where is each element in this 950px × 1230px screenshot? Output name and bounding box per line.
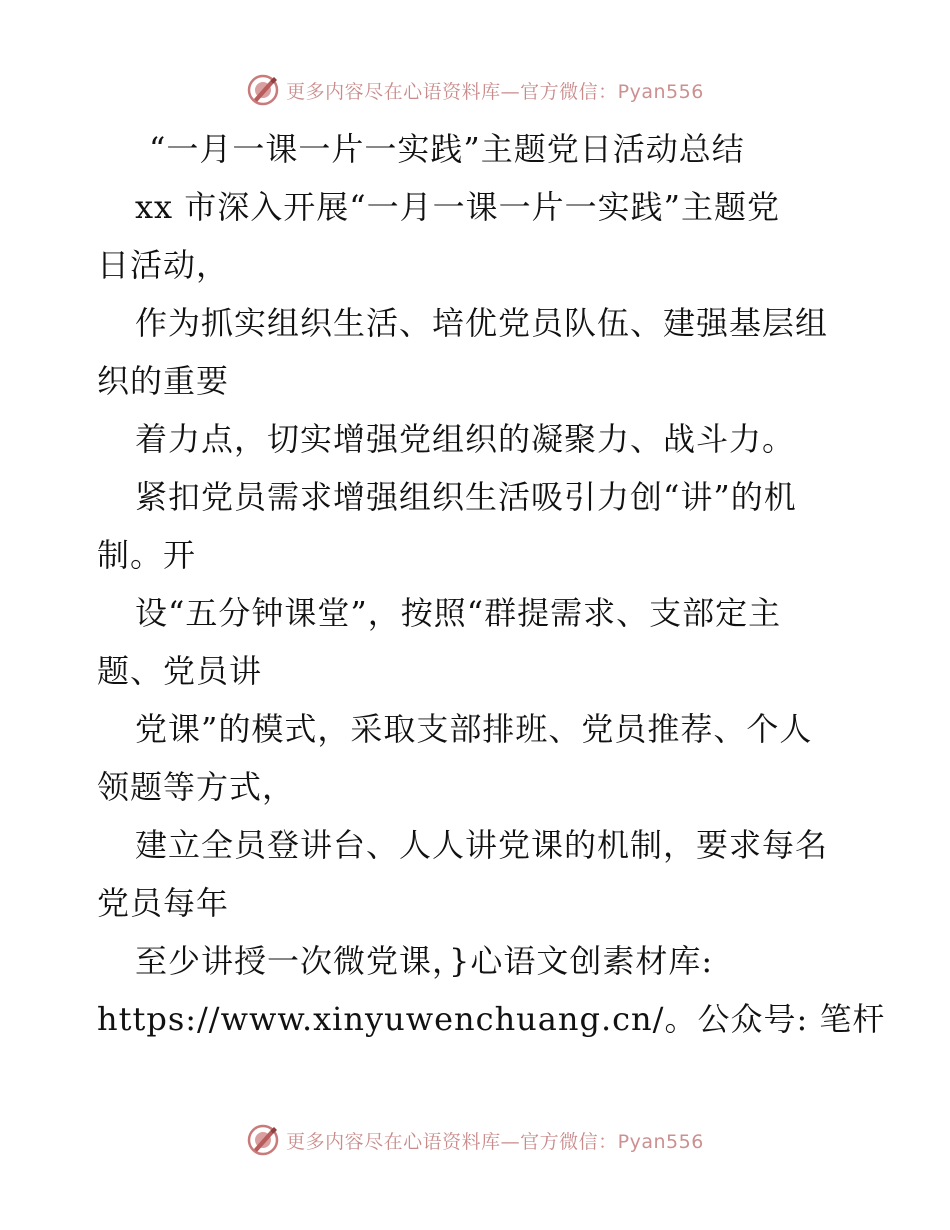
paragraph-line: 紧扣党员需求增强组织生活吸引力创“讲”的机 bbox=[135, 478, 797, 516]
paragraph-line: xx 市深入开展“一月一课一片一实践”主题党 bbox=[135, 188, 780, 226]
pen-logo-icon bbox=[246, 73, 280, 107]
paragraph-line: 党课”的模式，采取支部排班、党员推荐、个人 bbox=[135, 710, 813, 748]
paragraph-line: 着力点，切实增强党组织的凝聚力、战斗力。 bbox=[135, 420, 796, 458]
pen-logo-icon bbox=[246, 1123, 280, 1157]
paragraph-line: 领题等方式， bbox=[97, 768, 296, 806]
paragraph-line: 设“五分钟课堂”，按照“群提需求、支部定主 bbox=[135, 594, 782, 632]
paragraph-line: 织的重要 bbox=[97, 362, 230, 400]
paragraph-line: 题、党员讲 bbox=[97, 652, 263, 690]
footer-watermark bbox=[0, 1120, 950, 1160]
document-body bbox=[97, 120, 886, 1048]
paragraph-line: 党员每年 bbox=[97, 884, 230, 922]
watermark-text: 更多内容尽在心语资料库—官方微信：Pyan556 bbox=[286, 1130, 704, 1153]
header-watermark bbox=[0, 70, 950, 110]
paragraph-line: 建立全员登讲台、人人讲党课的机制，要求每名 bbox=[135, 826, 829, 864]
document-title: “一月一课一片一实践”主题党日活动总结 bbox=[149, 130, 745, 168]
watermark-text: 更多内容尽在心语资料库—官方微信：Pyan556 bbox=[286, 80, 704, 103]
paragraph-line: 日活动， bbox=[97, 246, 230, 284]
paragraph-line: 制。开 bbox=[97, 536, 197, 574]
paragraph-line: 至少讲授一次微党课，}心语文创素材库: bbox=[135, 942, 714, 980]
paragraph-line: 作为抓实组织生活、培优党员队伍、建强基层组 bbox=[135, 304, 829, 342]
paragraph-line-url: https://www.xinyuwenchuang.cn/。公众号: 笔杆 bbox=[97, 1000, 886, 1038]
